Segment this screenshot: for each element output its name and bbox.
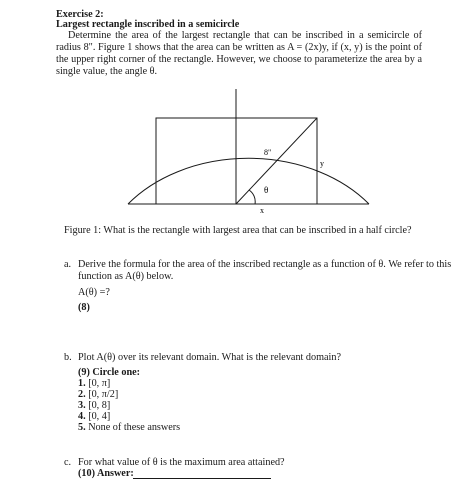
semicircle-arc — [128, 158, 369, 204]
question-a-text-line2: function as A(θ) below. — [78, 271, 174, 282]
option-5[interactable] — [78, 422, 180, 434]
question-c-text: For what value of θ is the maximum area attained? — [78, 457, 285, 468]
option-number: 2. — [78, 389, 86, 400]
question-c-marker: c. — [64, 457, 72, 468]
option-number: 5. — [78, 422, 86, 433]
question-b-text: Plot A(θ) over its relevant domain. What is the relevant domain? — [78, 352, 341, 363]
question-a-points: (8) — [78, 302, 90, 313]
radius-line — [236, 118, 317, 204]
question-b-marker: b. — [64, 352, 72, 363]
option-text: None of these answers — [88, 422, 181, 433]
circle-one-label: (9) Circle one: — [78, 367, 141, 378]
radius-label: 8" — [264, 148, 272, 157]
exercise-intro: Determine the area of the largest rectangle that can be inscribed in a semicircle of radius 8". Figure 1 shows that the area can be written as A = (2x)y, if (x, y) is the point of the upper right corner of the rectangle. However, we choose to parameterize the area by a single value, the angle θ. — [56, 30, 422, 77]
question-a-text-line1: Derive the formula for the area of the inscribed rectangle as a function of θ. We refer to this — [78, 259, 452, 270]
question-a-marker: a. — [64, 259, 72, 270]
angle-arc — [249, 190, 255, 204]
option-text: [0, π] — [88, 378, 111, 389]
option-number: 1. — [78, 378, 86, 389]
question-a-answer-prompt: A(θ) =? — [78, 287, 110, 298]
exercise-title: Largest rectangle inscribed in a semicircle — [56, 19, 240, 30]
option-number: 4. — [78, 411, 86, 422]
y-label: y — [320, 159, 324, 168]
option-text: [0, 4] — [88, 411, 111, 422]
exercise-heading: Exercise 2: — [56, 9, 104, 20]
option-number: 3. — [78, 400, 86, 411]
option-text: [0, 8] — [88, 400, 111, 411]
answer-label: (10) Answer: — [78, 468, 134, 479]
x-label: x — [260, 206, 264, 215]
answer-blank-line[interactable] — [133, 478, 271, 479]
option-text: [0, π/2] — [88, 389, 119, 400]
theta-label: θ — [264, 185, 269, 195]
figure-caption: Figure 1: What is the rectangle with largest area that can be inscribed in a half circle? — [64, 225, 412, 236]
